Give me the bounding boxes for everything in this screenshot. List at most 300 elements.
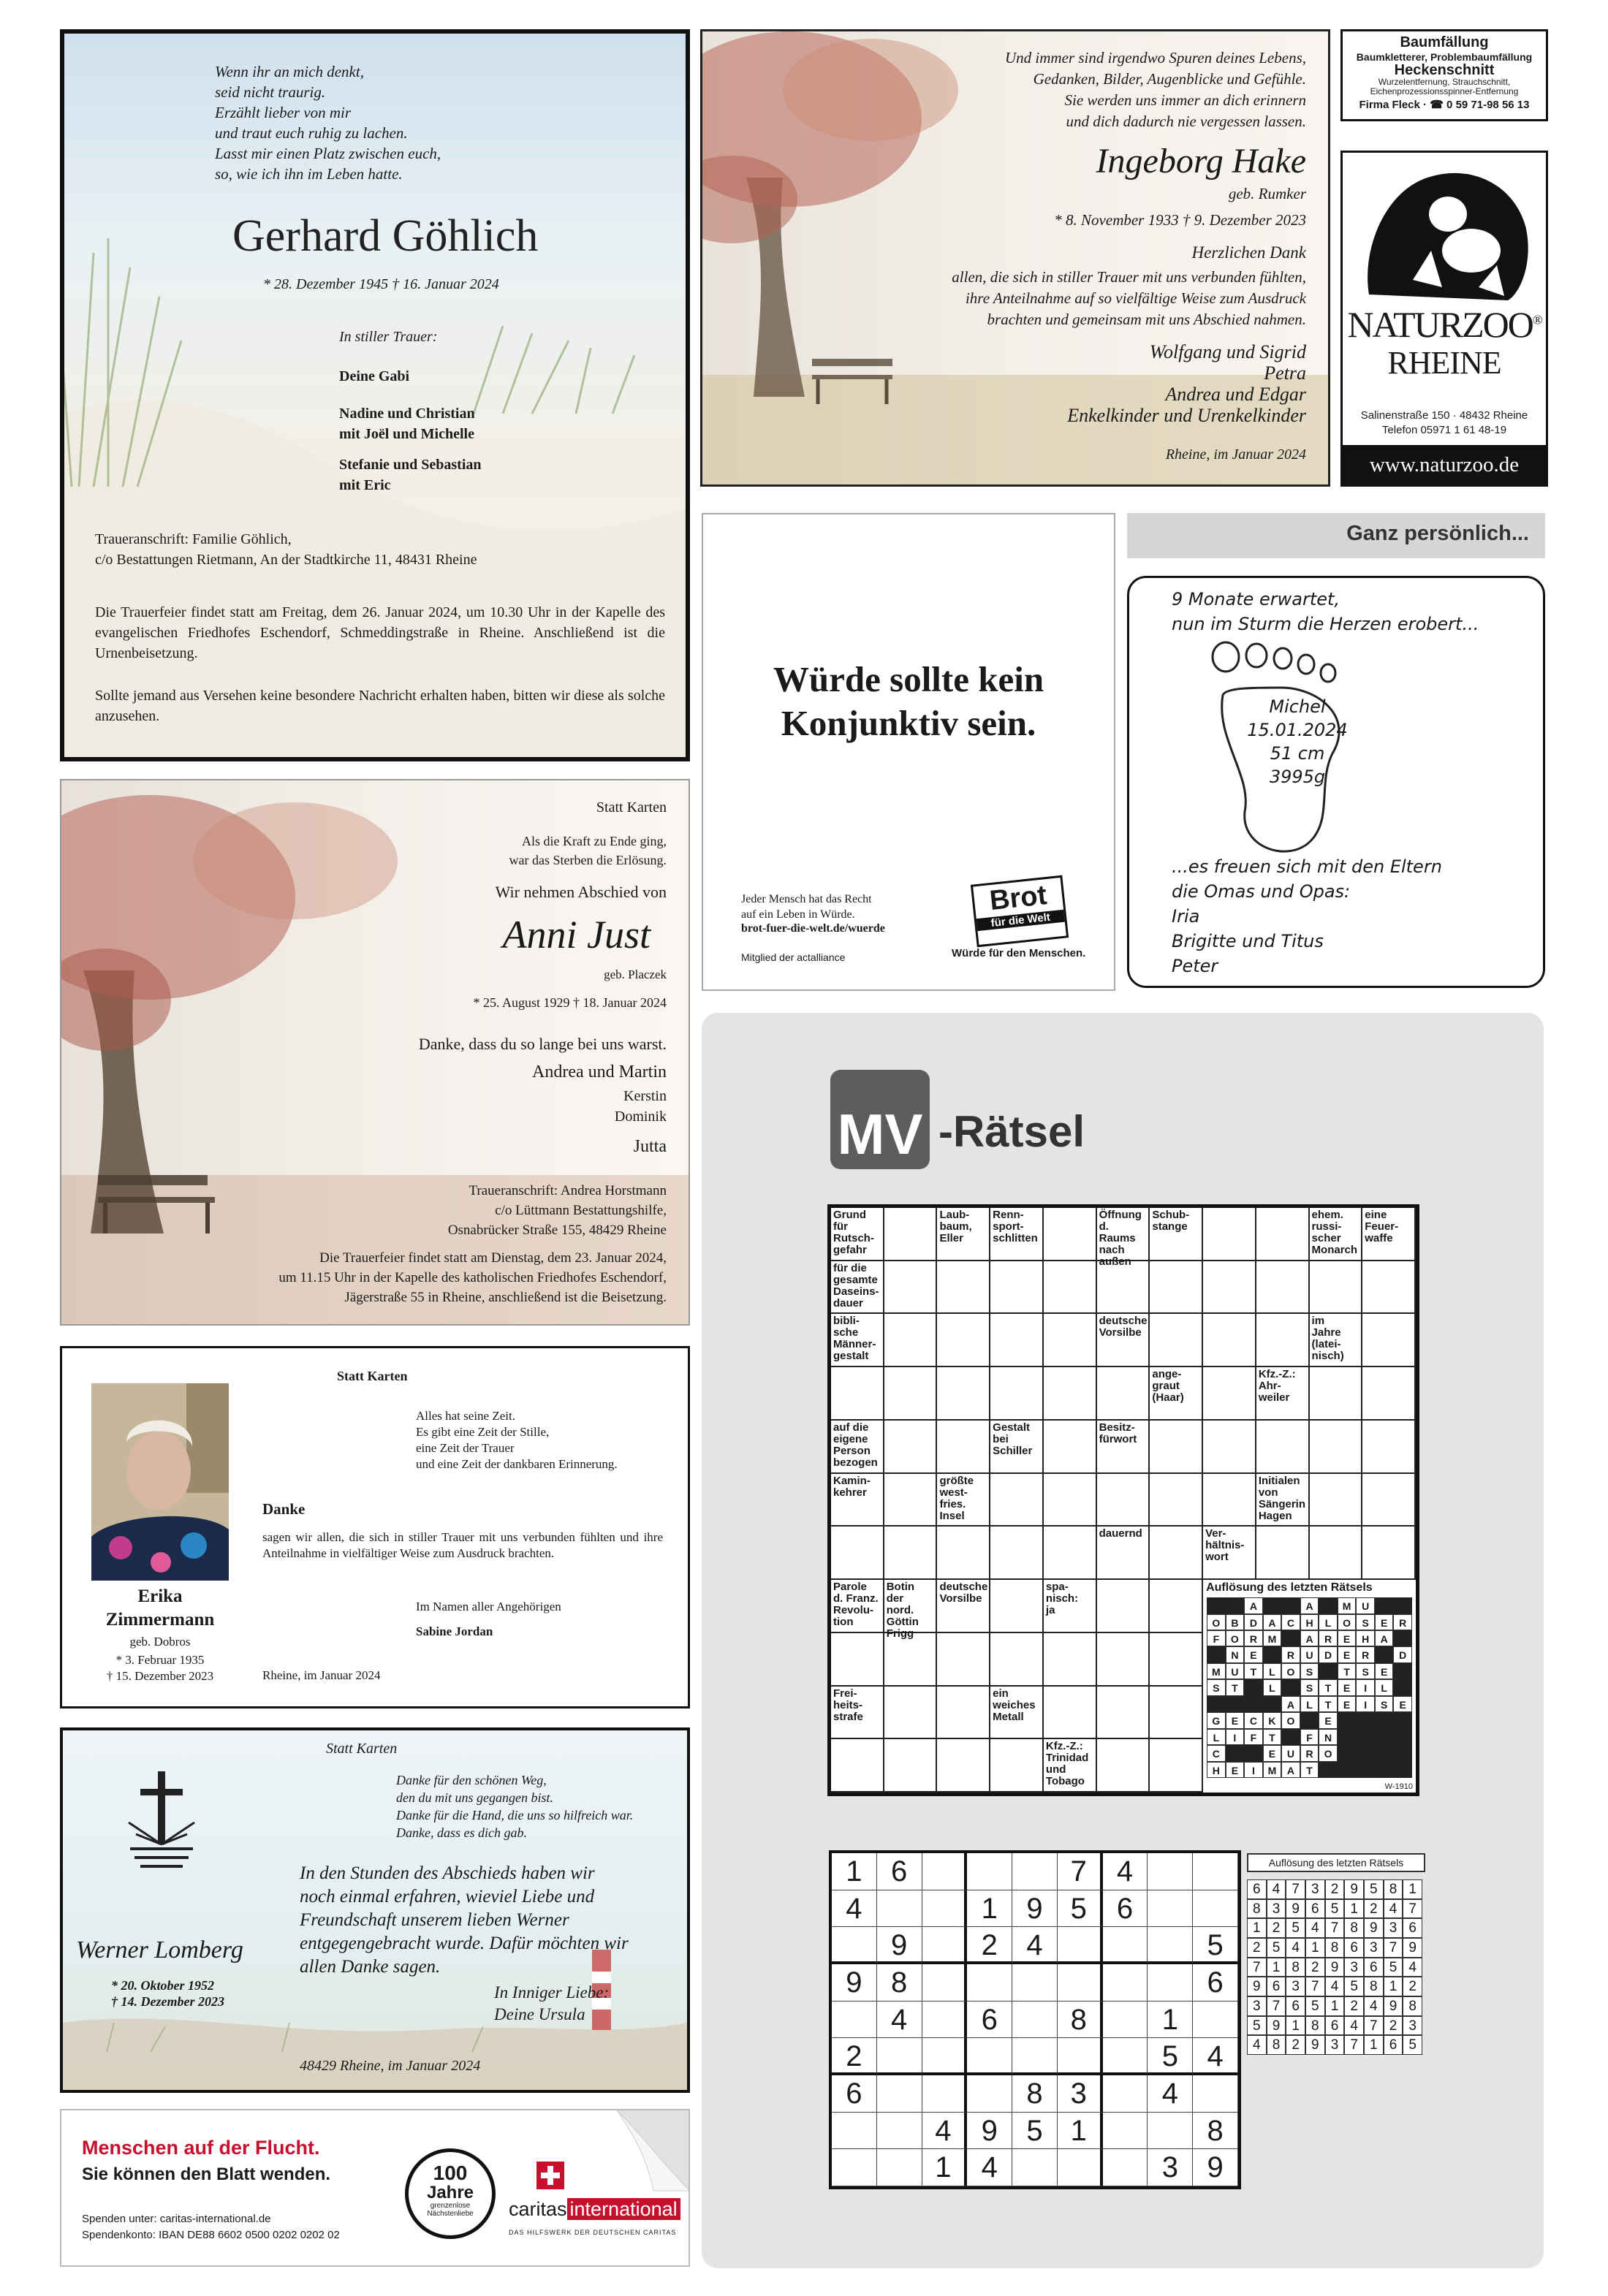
solution-cell: O [1281,1712,1300,1728]
crossword-cell[interactable] [1044,1474,1097,1527]
sudoku-cell[interactable] [832,2002,877,2039]
crossword-clue [1097,1314,1150,1367]
sudoku-solution-cell: 6 [1403,1918,1422,1938]
clue-text: Renn- sport- schlitten [993,1209,1038,1244]
signature: Sabine Jordan [416,1624,493,1638]
crossword-cell[interactable] [1203,1421,1256,1474]
sudoku-solution-cell: 7 [1247,1958,1267,1977]
solution-cell: T [1300,1762,1319,1778]
sudoku-cell[interactable] [877,1890,922,1928]
sudoku-cell[interactable] [1103,1927,1148,1964]
sudoku-cell[interactable] [877,2113,922,2150]
solution-cell: E [1338,1679,1357,1695]
solution-cell: U [1226,1663,1245,1679]
ad-contact: Firma Fleck · ☎ 0 59 71-98 56 13 [1359,99,1530,111]
crossword-cell[interactable] [1150,1527,1203,1580]
crossword-cell[interactable] [937,1421,990,1474]
deceased-name: Anni Just [502,913,651,957]
sudoku-cell[interactable] [1148,1927,1193,1964]
crossword-cell[interactable] [1150,1633,1203,1687]
sudoku-cell[interactable] [967,2038,1012,2075]
crossword-cell[interactable] [990,1580,1044,1633]
crossword-cell[interactable] [937,1687,990,1740]
solution-cell: R [1244,1630,1263,1646]
deceased-name: Erika Zimmermann [105,1586,215,1630]
crossword-cell[interactable] [1310,1367,1363,1421]
sudoku-solution-cell: 4 [1305,1918,1325,1938]
crossword-cell[interactable] [1097,1580,1150,1633]
sudoku-cell[interactable] [1193,2002,1238,2039]
solution-cell: H [1207,1762,1226,1778]
sudoku-solution-cell: 1 [1286,2016,1305,2036]
crossword-cell[interactable] [937,1314,990,1367]
crossword-cell[interactable] [884,1367,938,1421]
crossword-cell[interactable] [884,1421,938,1474]
sudoku-cell[interactable] [922,1927,968,1964]
sudoku-solution-cell: 4 [1247,2035,1267,2055]
crossword-clue [831,1314,884,1367]
crossword-cell[interactable] [884,1474,938,1527]
sudoku-solution-cell: 5 [1267,1938,1286,1958]
crossword-cell[interactable] [1097,1687,1150,1740]
sudoku-solution-title: Auflösung des letzten Rätsels [1247,1853,1425,1872]
solution-cell [1281,1597,1300,1613]
crossword-cell[interactable] [1150,1314,1203,1367]
obituary-poem: Wenn ihr an mich denkt, seid nicht traurig. Erzählt lieber von mir und traut euch ruhig zu lachen. Lasst mir einen Platz zwischen euch, so, wie ich ihn im Leben hatte. [215,63,441,183]
life-dates: * 20. Oktober 1952 † 14. Dezember 2023 [111,1978,224,2009]
crossword-cell[interactable] [1150,1421,1203,1474]
sudoku-cell: 6 [1193,1964,1238,2002]
family-member: Jutta [633,1137,667,1156]
crossword-clue [990,1208,1044,1261]
solution-cell [1338,1712,1357,1728]
sudoku-cell[interactable] [1058,2149,1103,2186]
sudoku-cell[interactable] [922,1853,968,1890]
crossword-clue [990,1421,1044,1474]
crossword-clue [937,1208,990,1261]
sudoku-solution-cell: 6 [1247,1879,1267,1899]
sudoku-cell[interactable] [1012,2002,1058,2039]
clue-text: Ver- hältnis- wort [1205,1527,1245,1564]
sudoku-cell[interactable] [1148,1853,1193,1890]
crossword-cell[interactable] [937,1739,990,1793]
solution-cell: R [1393,1614,1412,1630]
sudoku-cell[interactable] [877,2075,922,2113]
crossword-cell[interactable] [1097,1367,1150,1421]
crossword-cell[interactable] [884,1739,938,1793]
sudoku-solution-cell: 7 [1364,2016,1384,2036]
clue-text: ehem. russi- scher Monarch [1311,1209,1358,1256]
clue-text: größte west- fries. Insel [939,1474,974,1522]
crossword-cell[interactable] [1150,1580,1203,1633]
solution-cell: L [1263,1663,1282,1679]
crossword-cell[interactable] [1256,1261,1310,1315]
crossword-cell[interactable] [1310,1421,1363,1474]
ad-text: Jeder Mensch hat das Recht auf ein Leben in Würde. [741,893,872,921]
statt-karten: Statt Karten [596,799,667,816]
sudoku-solution-cell: 9 [1384,1996,1403,2016]
solution-cell: H [1300,1614,1319,1630]
signature: In Inniger Liebe: Deine Ursula [494,1983,610,2023]
solution-cell: E [1375,1663,1394,1679]
sudoku-cell[interactable] [1193,1853,1238,1890]
clue-text: Kfz.-Z.: Ahr- weiler [1258,1368,1296,1404]
crossword-cell[interactable] [1203,1261,1256,1315]
sudoku-solution-cell: 3 [1325,2035,1345,2055]
crossword-cell[interactable] [990,1367,1044,1421]
sudoku-cell[interactable] [1058,1964,1103,2002]
sudoku-cell[interactable] [1193,1890,1238,1928]
crossword-cell[interactable] [884,1261,938,1315]
sudoku-cell: 1 [832,1853,877,1890]
caritas-logo: caritas [509,2198,567,2220]
sudoku-cell[interactable] [922,2002,968,2039]
clue-text: Initialen von Sängerin Hagen [1258,1474,1305,1522]
crossword-clue [937,1580,990,1633]
solution-cell [1393,1663,1412,1679]
crossword-cell[interactable] [1256,1527,1310,1580]
thanks-title: Herzlichen Dank [1191,243,1306,262]
solution-cell: U [1356,1597,1375,1613]
caritas-tagline: DAS HILFSWERK DER DEUTSCHEN CARITAS [509,2229,677,2236]
obituary-poem: Danke für den schönen Weg, den du mit uns gegangen bist. Danke für die Hand, die uns so hilfreich war. Danke, dass es dich gab. [396,1773,634,1840]
solution-cell: T [1319,1696,1338,1712]
sudoku-cell[interactable] [922,1964,968,2002]
crossword-cell[interactable] [1310,1527,1363,1580]
solution-cell [1281,1729,1300,1745]
crossword-grid[interactable] [827,1204,1419,1796]
sudoku-cell[interactable] [1103,1964,1148,2002]
solution-cell [1393,1679,1412,1695]
solution-cell: S [1356,1614,1375,1630]
sudoku-cell[interactable] [1193,2075,1238,2113]
solution-cell: E [1375,1614,1394,1630]
crossword-cell[interactable] [1203,1474,1256,1527]
sudoku-cell: 1 [1148,2002,1193,2039]
solution-cell [1375,1745,1394,1761]
crossword-cell[interactable] [831,1633,884,1687]
solution-cell: I [1356,1679,1375,1695]
crossword-cell[interactable] [1256,1314,1310,1367]
clue-text: auf die eigene Person bezogen [833,1421,878,1469]
sudoku-cell[interactable] [832,1927,877,1964]
crossword-cell[interactable] [1044,1314,1097,1367]
sudoku-cell: 4 [967,2149,1012,2186]
sudoku-cell[interactable] [832,2149,877,2186]
crossword-cell[interactable] [1097,1739,1150,1793]
sudoku-solution-cell: 9 [1344,1879,1364,1899]
solution-cell [1244,1696,1263,1712]
crossword-clue [1310,1208,1363,1261]
ad-headline: Menschen auf der Flucht. [82,2137,320,2159]
crossword-cell[interactable] [1362,1261,1416,1315]
sudoku-cell: 2 [967,1927,1012,1964]
sudoku-cell: 1 [1058,2113,1103,2150]
sudoku-cell: 9 [967,2113,1012,2150]
sudoku-solution-cell: 8 [1267,2035,1286,2055]
crossword-cell[interactable] [990,1633,1044,1687]
sudoku-cell[interactable] [922,1890,968,1928]
sudoku-cell[interactable] [1103,2075,1148,2113]
crossword-cell[interactable] [1362,1421,1416,1474]
solution-cell: S [1300,1663,1319,1679]
sudoku-solution-cell: 3 [1364,1938,1384,1958]
sudoku-cell[interactable] [1148,1890,1193,1928]
crossword-cell[interactable] [990,1474,1044,1527]
solution-cell: I [1356,1696,1375,1712]
crossword-cell[interactable] [884,1633,938,1687]
sudoku-cell[interactable] [1012,2038,1058,2075]
crossword-clue [1097,1421,1150,1474]
sudoku-cell: 8 [1058,2002,1103,2039]
ad-naturzoo [1340,151,1548,487]
solution-cell: E [1244,1646,1263,1662]
crossword-cell[interactable] [1150,1687,1203,1740]
sudoku-cell: 4 [1012,1927,1058,1964]
crossword-cell[interactable] [831,1527,884,1580]
sudoku-cell[interactable] [967,1853,1012,1890]
cross-sunrise-icon [121,1771,202,1888]
registered-mark: ® [1532,312,1541,327]
caritas-cross-icon [536,2162,564,2189]
zoo-url[interactable]: www.naturzoo.de [1343,445,1546,484]
solution-cell [1356,1762,1375,1778]
crossword-cell[interactable] [1203,1208,1256,1261]
obituary-erika [60,1346,690,1708]
solution-cell: E [1226,1712,1245,1728]
sudoku-solution-cell: 9 [1267,2016,1286,2036]
crossword-cell[interactable] [990,1261,1044,1315]
solution-cell: U [1281,1745,1300,1761]
sudoku-cell[interactable] [1012,1964,1058,2002]
farewell-line: Wir nehmen Abschied von [495,883,667,901]
sudoku-solution-cell: 6 [1305,1899,1325,1919]
sudoku-cell[interactable] [1148,1964,1193,2002]
crossword-clue [937,1474,990,1527]
sudoku-cell[interactable] [1058,1927,1103,1964]
solution-cell [1393,1762,1412,1778]
crossword-cell[interactable] [1310,1474,1363,1527]
crossword-cell[interactable] [1203,1314,1256,1367]
crossword-cell[interactable] [1097,1633,1150,1687]
sudoku-solution-cell: 9 [1403,1938,1422,1958]
sudoku-solution-cell: 6 [1286,1996,1305,2016]
sudoku-solution-cell: 1 [1384,1977,1403,1996]
crossword-clue [1097,1527,1150,1580]
crossword-cell[interactable] [1044,1687,1097,1740]
sudoku-solution-cell: 3 [1247,1996,1267,2016]
sudoku-solution-cell: 8 [1325,1938,1345,1958]
solution-cell: L [1207,1729,1226,1745]
crossword-clue [831,1421,884,1474]
sudoku-cell[interactable] [1103,2113,1148,2150]
crossword-cell[interactable] [884,1208,938,1261]
sudoku-solution-cell: 5 [1344,1977,1364,1996]
crossword-cell[interactable] [1044,1208,1097,1261]
crossword-cell[interactable] [937,1633,990,1687]
crossword-cell[interactable] [990,1527,1044,1580]
solution-cell: A [1375,1630,1394,1646]
ad-url[interactable]: brot-fuer-die-welt.de/wuerde [741,922,885,935]
crossword-cell[interactable] [1362,1314,1416,1367]
solution-cell: F [1207,1630,1226,1646]
crossword-clue [1256,1474,1310,1527]
crossword-cell[interactable] [1097,1474,1150,1527]
solution-cell: M [1207,1663,1226,1679]
solution-cell: E [1319,1712,1338,1728]
crossword-cell[interactable] [1310,1261,1363,1315]
clue-text: Botin der nord. Göttin Frigg [886,1581,919,1641]
clue-text: Besitz- fürwort [1099,1421,1137,1445]
sudoku-cell: 6 [877,1853,922,1890]
sudoku-cell: 3 [1058,2075,1103,2113]
sudoku-cell[interactable] [922,2075,968,2113]
crossword-cell[interactable] [1044,1261,1097,1315]
sudoku-grid[interactable] [829,1850,1241,2189]
caritas-logo-2: international [567,2198,680,2220]
crossword-cell[interactable] [1150,1261,1203,1315]
solution-cell: E [1393,1696,1412,1712]
deceased-name: Ingeborg Hake [1096,142,1306,180]
crossword-cell[interactable] [1150,1474,1203,1527]
solution-cell: D [1319,1646,1338,1662]
sudoku-solution-cell: 4 [1325,1977,1345,1996]
sudoku-cell: 3 [1148,2149,1193,2186]
solution-cell: N [1319,1729,1338,1745]
sudoku-solution-cell: 6 [1325,2016,1345,2036]
thanks-text: In den Stunden des Abschieds haben wir noch einmal erfahren, wieviel Liebe und Freundschaft unserem lieben Werner entgegengebracht wurde. Dafür möchten wir allen Danke sagen. [300,1863,629,1977]
crossword-cell[interactable] [884,1687,938,1740]
sudoku-cell[interactable] [1012,1853,1058,1890]
solution-cell [1356,1745,1375,1761]
crossword-cell[interactable] [937,1527,990,1580]
sudoku-cell: 8 [877,1964,922,2002]
sudoku-solution-cell: 6 [1384,2035,1403,2055]
solution-cell: S [1356,1663,1375,1679]
sudoku-cell[interactable] [967,1964,1012,2002]
sudoku-cell: 9 [877,1927,922,1964]
crossword-clue [831,1687,884,1740]
solution-cell: E [1226,1762,1245,1778]
sudoku-cell[interactable] [877,2038,922,2075]
crossword-cell[interactable] [831,1367,884,1421]
crossword-cell[interactable] [1362,1367,1416,1421]
crossword-cell[interactable] [1362,1527,1416,1580]
crossword-cell[interactable] [1150,1739,1203,1793]
crossword-cell[interactable] [1044,1367,1097,1421]
ad-line-2: Wurzelentfernung, Strauchschnitt, Eichenprozessionsspinner-Entfernung [1370,77,1519,96]
crossword-cell[interactable] [990,1739,1044,1793]
solution-cell [1375,1646,1394,1662]
sudoku-cell: 4 [832,1890,877,1928]
place-date: Rheine, im Januar 2024 [262,1668,381,1682]
solution-cell: F [1244,1729,1263,1745]
sudoku-solution-cell: 2 [1267,1918,1286,1938]
solution-cell: R [1281,1646,1300,1662]
solution-cell: I [1244,1762,1263,1778]
crossword-clue [831,1474,884,1527]
crossword-cell[interactable] [937,1367,990,1421]
obituary-werner [60,1727,690,2093]
crossword-cell[interactable] [831,1739,884,1793]
solution-cell [1338,1729,1357,1745]
crossword-cell[interactable] [884,1527,938,1580]
sudoku-cell: 5 [1012,2113,1058,2150]
sudoku-cell[interactable] [967,2075,1012,2113]
sudoku-solution-cell: 8 [1384,1879,1403,1899]
crossword-clue [1044,1580,1097,1633]
sudoku-solution-cell: 7 [1305,1977,1325,1996]
crossword-cell[interactable] [884,1314,938,1367]
sudoku-cell[interactable] [1012,2149,1058,2186]
solution-cell: T [1226,1679,1245,1695]
sudoku-cell: 5 [1058,1890,1103,1928]
crossword-cell[interactable] [990,1314,1044,1367]
solution-cell: A [1263,1614,1282,1630]
ad-baumfaellung [1340,29,1548,121]
sudoku-cell[interactable] [922,2038,968,2075]
crossword-cell[interactable] [1044,1527,1097,1580]
solution-cell [1375,1729,1394,1745]
sudoku-cell[interactable] [1103,2038,1148,2075]
crossword-cell[interactable] [1362,1474,1416,1527]
ad-subline: Sie können den Blatt wenden. [82,2164,331,2184]
life-dates: * 25. August 1929 † 18. Januar 2024 [473,995,667,1010]
sudoku-cell[interactable] [1103,2149,1148,2186]
sudoku-cell[interactable] [1103,2002,1148,2039]
solution-cell [1393,1712,1412,1728]
sudoku-cell: 5 [1193,1927,1238,1964]
solution-cell [1375,1762,1394,1778]
sudoku-solution-cell: 9 [1286,1899,1305,1919]
sudoku-solution-cell: 1 [1344,1899,1364,1919]
crossword-cell[interactable] [1044,1421,1097,1474]
crossword-cell[interactable] [1256,1421,1310,1474]
sudoku-solution-cell: 7 [1344,2035,1364,2055]
solution-cell: R [1356,1646,1375,1662]
crossword-cell[interactable] [937,1261,990,1315]
deceased-name: Gerhard Göhlich [232,211,539,261]
zoo-address: Salinenstraße 150 · 48432 Rheine Telefon 05971 1 61 48-19 [1360,409,1528,436]
sudoku-cell[interactable] [1148,2113,1193,2150]
crossword-cell[interactable] [1203,1367,1256,1421]
zoo-animals-logo [1362,163,1530,302]
ad-line: Baumkletterer, Problembaumfällung [1356,51,1533,63]
sudoku-cell[interactable] [832,2113,877,2150]
sudoku-solution-cell: 7 [1403,1899,1422,1919]
sudoku-solution-cell: 2 [1325,1879,1345,1899]
solution-cell: A [1281,1696,1300,1712]
solution-cell [1226,1696,1245,1712]
mv-logo: MV [830,1070,930,1169]
sudoku-cell[interactable] [1058,2038,1103,2075]
clue-text: eine Feuer- waffe [1365,1209,1399,1244]
solution-cell [1226,1745,1245,1761]
solution-cell: R [1300,1745,1319,1761]
crossword-cell[interactable] [1044,1633,1097,1687]
crossword-clue [831,1208,884,1261]
solution-cell: D [1244,1614,1263,1630]
solution-cell [1393,1745,1412,1761]
solution-cell: T [1319,1679,1338,1695]
sudoku-cell: 4 [922,2113,968,2150]
sudoku-cell[interactable] [877,2149,922,2186]
sudoku-solution-cell: 5 [1403,2035,1422,2055]
crossword-cell[interactable] [1256,1208,1310,1261]
crossword-cell[interactable] [1097,1261,1150,1315]
solution-cell: B [1226,1614,1245,1630]
ad-title-2: Heckenschnitt [1394,62,1495,78]
